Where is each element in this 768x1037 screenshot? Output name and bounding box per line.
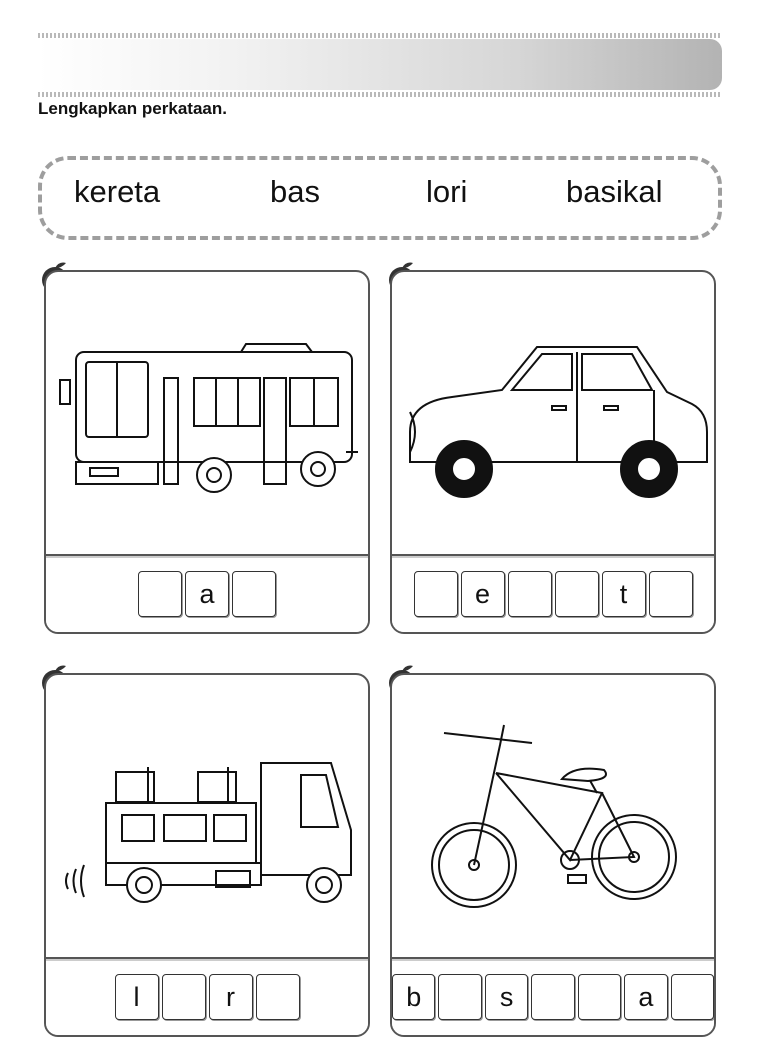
letter-box[interactable] (555, 571, 599, 617)
letter-box[interactable] (578, 974, 621, 1020)
exercise-card (44, 270, 370, 634)
top-hatch-divider (38, 33, 722, 38)
letter-box[interactable]: b (392, 974, 435, 1020)
letter-box[interactable] (671, 974, 714, 1020)
letter-box[interactable] (649, 571, 693, 617)
letter-box[interactable]: t (602, 571, 646, 617)
letter-box[interactable]: a (624, 974, 667, 1020)
letter-box[interactable] (531, 974, 574, 1020)
exercise-card (390, 270, 716, 634)
letter-box[interactable]: r (209, 974, 253, 1020)
word-bank-item: lori (426, 174, 468, 209)
bottom-hatch-divider (38, 92, 722, 97)
letter-box[interactable]: e (461, 571, 505, 617)
car-illustration (392, 272, 714, 552)
answer-row (390, 957, 716, 1037)
exercise-card (44, 673, 370, 1037)
word-bank-item: bas (270, 174, 320, 209)
letter-box[interactable] (256, 974, 300, 1020)
letter-box[interactable]: s (485, 974, 528, 1020)
exercise-card (390, 673, 716, 1037)
lorry-illustration (46, 675, 368, 955)
bus-illustration (46, 272, 368, 552)
letter-box[interactable] (138, 571, 182, 617)
letter-box[interactable] (508, 571, 552, 617)
letter-box[interactable] (438, 974, 481, 1020)
letter-box[interactable]: l (115, 974, 159, 1020)
letter-box[interactable]: a (185, 571, 229, 617)
letter-box[interactable] (232, 571, 276, 617)
answer-row (44, 554, 370, 634)
answer-row (44, 957, 370, 1037)
word-bank-item: basikal (566, 174, 663, 209)
bicycle-illustration (392, 675, 714, 955)
title-banner (38, 39, 722, 90)
letter-box[interactable] (414, 571, 458, 617)
word-bank (38, 156, 722, 240)
word-bank-item: kereta (74, 174, 161, 209)
answer-row (390, 554, 716, 634)
letter-box[interactable] (162, 974, 206, 1020)
instruction-text: Lengkapkan perkataan. (38, 99, 227, 118)
